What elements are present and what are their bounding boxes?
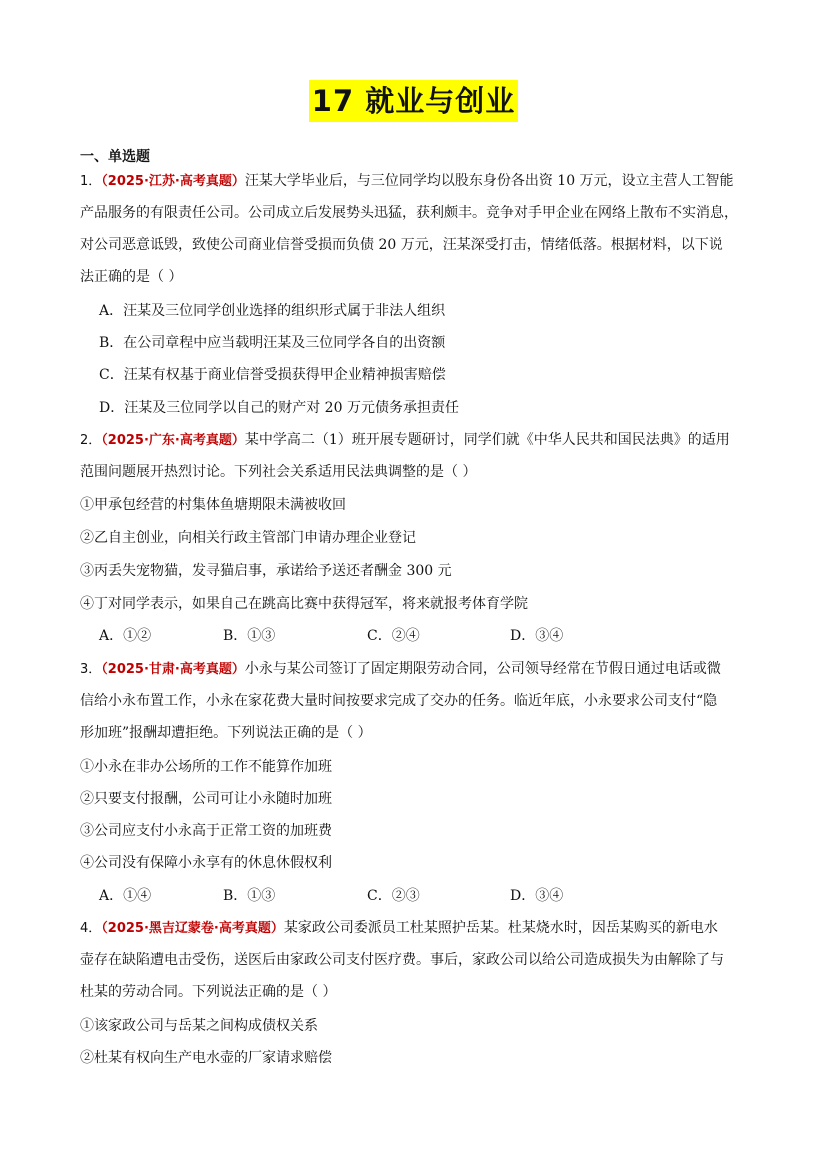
question-2-line-1 [80, 430, 760, 451]
choice-b: B．①③ [223, 888, 276, 904]
choice-d: D．③④ [510, 888, 564, 904]
choice-d: D．③④ [510, 628, 564, 644]
question-stem: 某家政公司委派员工杜某照护岳某。杜某烧水时，因岳某购买的新电水 [283, 920, 718, 936]
question-stem: 汪某大学毕业后，与三位同学均以股东身份各出资 10 万元，设立主营人工智能 [244, 173, 734, 189]
choice-b: B．①③ [223, 628, 276, 644]
statement-1: ①甲承包经营的村集体鱼塘期限未满被收回 [80, 497, 346, 513]
option-a: A．汪某及三位同学创业选择的组织形式属于非法人组织 [99, 303, 446, 319]
title-container [0, 80, 827, 122]
question-number: 1． [80, 174, 102, 189]
question-source: （2025·甘肃·高考真题） [101, 662, 245, 677]
statement-2: ②只要支付报酬，公司可让小永随时加班 [80, 791, 332, 807]
choice-a: A．①④ [99, 888, 152, 904]
question-1-line-2: 产品服务的有限责任公司。公司成立后发展势头迅猛，获利颇丰。竞争对手甲企业在网络上散布不实消息， [80, 205, 738, 221]
choice-c: C．②④ [367, 628, 420, 644]
question-1-line-3: 对公司恶意诋毁，致使公司商业信誉受损而负债 20 万元，汪某深受打击，情绪低落。根据材料，以下说 [80, 237, 723, 253]
question-number: 4． [80, 921, 102, 936]
question-source: （2025·黑吉辽蒙卷·高考真题） [101, 921, 284, 936]
statement-2: ②乙自主创业，向相关行政主管部门申请办理企业登记 [80, 530, 416, 546]
option-c: C．汪某有权基于商业信誉受损获得甲企业精神损害赔偿 [99, 367, 446, 383]
choice-c: C．②③ [367, 888, 420, 904]
question-1-line-4: 法正确的是（ ） [80, 269, 183, 285]
question-stem: 某中学高二（1）班开展专题研讨，同学们就《中华人民共和国民法典》的适用 [244, 432, 730, 448]
question-1-line-1 [80, 171, 760, 192]
statement-3: ③丙丢失宠物猫，发寻猫启事，承诺给予送还者酬金 300 元 [80, 563, 452, 579]
page-title: 17 就业与创业 [309, 80, 518, 122]
statement-3: ③公司应支付小永高于正常工资的加班费 [80, 823, 332, 839]
question-stem: 小永与某公司签订了固定期限劳动合同，公司领导经常在节假日通过电话或微 [244, 661, 721, 677]
question-number: 3． [80, 662, 102, 677]
question-3-line-1 [80, 659, 760, 680]
statement-2: ②杜某有权向生产电水壶的厂家请求赔偿 [80, 1050, 332, 1066]
question-4-line-1 [80, 918, 760, 939]
question-source: （2025·广东·高考真题） [101, 433, 245, 448]
option-b: B．在公司章程中应当载明汪某及三位同学各自的出资额 [99, 335, 446, 351]
question-4-line-3: 杜某的劳动合同。下列说法正确的是（ ） [80, 984, 337, 1000]
statement-4: ④丁对同学表示，如果自己在跳高比赛中获得冠军，将来就报考体育学院 [80, 596, 528, 612]
question-source: （2025·江苏·高考真题） [101, 174, 245, 189]
question-2-line-2: 范围问题展开热烈讨论。下列社会关系适用民法典调整的是（ ） [80, 464, 477, 480]
statement-4: ④公司没有保障小永享有的休息休假权利 [80, 855, 332, 871]
statement-1: ①小永在非办公场所的工作不能算作加班 [80, 759, 332, 775]
option-d: D．汪某及三位同学以自己的财产对 20 万元债务承担责任 [99, 400, 459, 416]
question-3-line-2: 信给小永布置工作，小永在家花费大量时间按要求完成了交办的任务。临近年底，小永要求公司支付“隐 [80, 693, 718, 709]
statement-1: ①该家政公司与岳某之间构成债权关系 [80, 1018, 318, 1034]
question-number: 2． [80, 433, 102, 448]
choice-a: A．①② [99, 628, 152, 644]
question-4-line-2: 壶存在缺陷遭电击受伤，送医后由家政公司支付医疗费。事后，家政公司以给公司造成损失为由解除了与 [80, 952, 724, 968]
question-3-line-3: 形加班”报酬却遭拒绝。下列说法正确的是（ ） [80, 725, 372, 741]
section-heading: 一、单选题 [80, 149, 150, 165]
